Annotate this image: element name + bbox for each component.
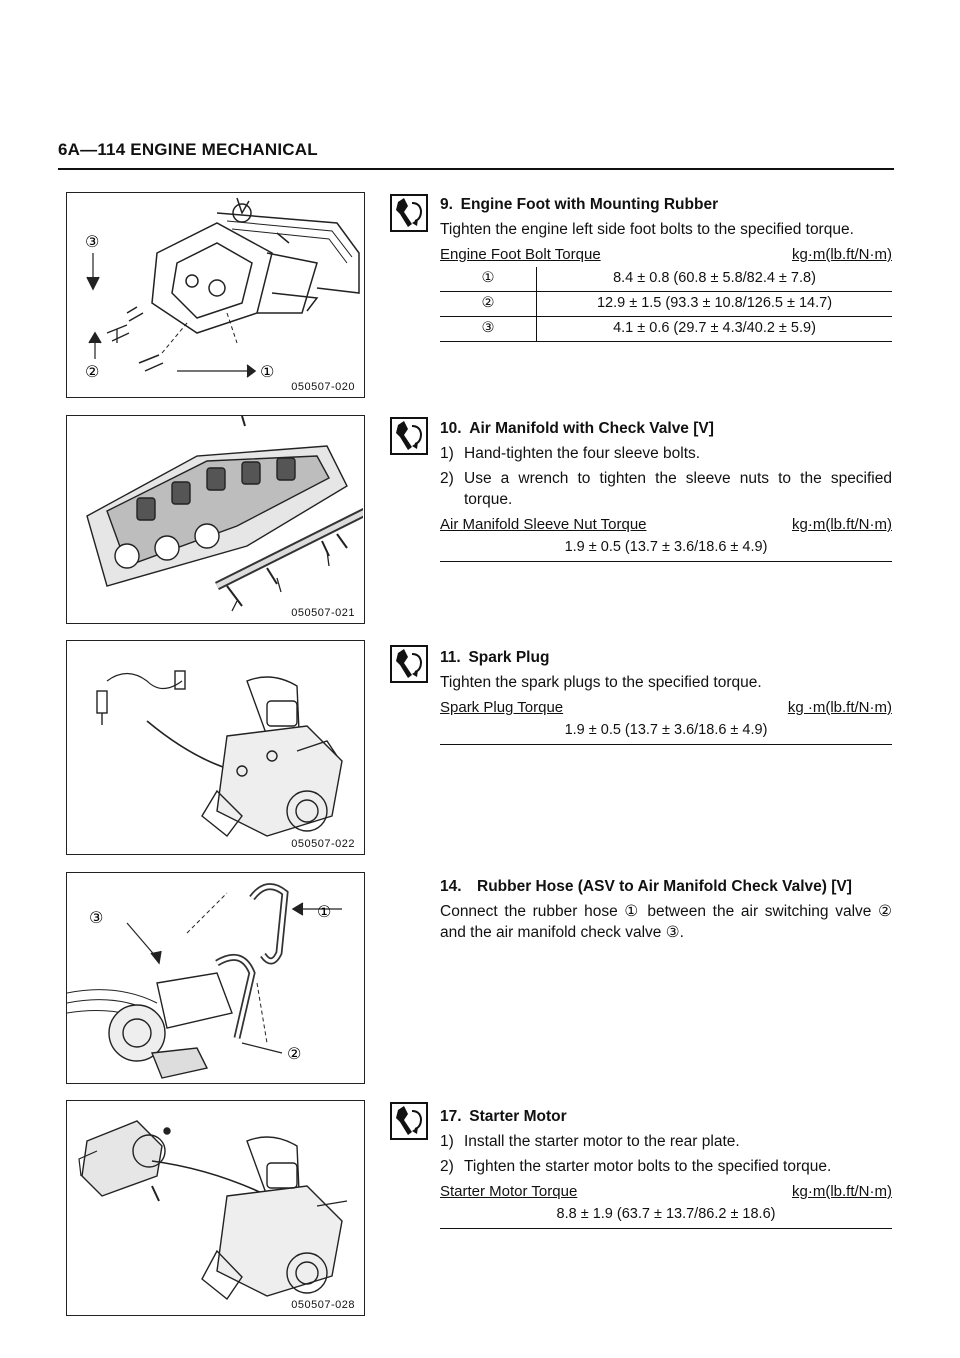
tighten-torque-icon bbox=[390, 1102, 428, 1140]
engine-foot-illustration bbox=[67, 193, 363, 396]
spec-header bbox=[440, 1181, 892, 1202]
section-starter-motor bbox=[440, 1106, 892, 1229]
figure-spark-plug bbox=[66, 640, 365, 855]
spec-unit: kg·m(lb.ft/N·m) bbox=[792, 1183, 892, 1200]
step-number: 1) bbox=[440, 445, 454, 462]
spark-plug-illustration bbox=[67, 641, 363, 853]
step-text: Install the starter motor to the rear plate. bbox=[464, 1133, 740, 1150]
row-key: ③ bbox=[440, 317, 537, 342]
step-text: Use a wrench to tighten the sleeve nuts to the specified torque. bbox=[464, 470, 892, 508]
section-body: Tighten the spark plugs to the specified torque. bbox=[440, 674, 762, 691]
section-title: Rubber Hose (ASV to Air Manifold Check Valve) [V] bbox=[477, 878, 852, 895]
section-title-row bbox=[440, 876, 892, 897]
spec-label: Starter Motor Torque bbox=[440, 1183, 578, 1200]
row-value: 8.4 ± 0.8 (60.8 ± 5.8/82.4 ± 7.8) bbox=[537, 267, 893, 292]
step-number: 2) bbox=[440, 1158, 454, 1175]
callout-2-label: ② bbox=[287, 1044, 302, 1063]
figure-code: 050507-020 bbox=[291, 381, 355, 393]
figure-code: 050507-028 bbox=[291, 1299, 355, 1311]
callout-1-label: ① bbox=[317, 902, 332, 921]
callout-1-label: ① bbox=[260, 362, 275, 381]
page-header: 6A—114 ENGINE MECHANICAL bbox=[58, 140, 318, 159]
spec-unit: kg·m(lb.ft/N·m) bbox=[792, 516, 892, 533]
spec-label: Engine Foot Bolt Torque bbox=[440, 246, 601, 263]
figure-engine-foot bbox=[66, 192, 365, 398]
table-row bbox=[440, 267, 892, 292]
row-key: ① bbox=[440, 267, 537, 292]
figure-code: 050507-022 bbox=[291, 838, 355, 850]
step-text: Hand-tighten the four sleeve bolts. bbox=[464, 445, 701, 462]
section-number: 14. bbox=[440, 878, 462, 895]
header-rule bbox=[58, 168, 894, 170]
section-body: Connect the rubber hose ① between the air switching valve ② and the air manifold check valve ③. bbox=[440, 903, 892, 941]
step-number: 1) bbox=[440, 1133, 454, 1150]
section-title: 10. Air Manifold with Check Valve [V] bbox=[440, 420, 714, 437]
section-engine-foot bbox=[440, 194, 892, 342]
spec-label: Air Manifold Sleeve Nut Torque bbox=[440, 516, 647, 533]
callout-3-label: ③ bbox=[89, 908, 104, 927]
section-rubber-hose bbox=[440, 876, 892, 947]
row-key: ② bbox=[440, 292, 537, 317]
section-air-manifold bbox=[440, 418, 892, 562]
figure-starter-motor bbox=[66, 1100, 365, 1316]
section-title: 11. Spark Plug bbox=[440, 649, 550, 666]
step-number: 2) bbox=[440, 470, 454, 487]
cylinder-head-illustration bbox=[67, 416, 363, 622]
table-row bbox=[440, 292, 892, 317]
rubber-hose-illustration bbox=[67, 873, 363, 1082]
section-title: 17. Starter Motor bbox=[440, 1108, 567, 1125]
section-body: Tighten the engine left side foot bolts to the specified torque. bbox=[440, 221, 854, 238]
figure-code: 050507-021 bbox=[291, 607, 355, 619]
torque-table bbox=[440, 267, 892, 342]
starter-motor-illustration bbox=[67, 1101, 363, 1314]
spec-unit: kg ·m(lb.ft/N·m) bbox=[787, 699, 892, 716]
callout-3-label: ③ bbox=[85, 232, 100, 251]
spec-unit: kg·m(lb.ft/N·m) bbox=[792, 246, 892, 263]
row-value: 4.1 ± 0.6 (29.7 ± 4.3/40.2 ± 5.9) bbox=[537, 317, 893, 342]
figure-air-manifold bbox=[66, 415, 365, 624]
torque-value: 8.8 ± 1.9 (63.7 ± 13.7/86.2 ± 18.6) bbox=[440, 1202, 892, 1229]
row-value: 12.9 ± 1.5 (93.3 ± 10.8/126.5 ± 14.7) bbox=[537, 292, 893, 317]
step-item bbox=[440, 1131, 892, 1152]
tighten-torque-icon bbox=[390, 645, 428, 683]
spec-label: Spark Plug Torque bbox=[440, 699, 564, 716]
table-row bbox=[440, 317, 892, 342]
spec-header bbox=[440, 697, 892, 718]
torque-value: 1.9 ± 0.5 (13.7 ± 3.6/18.6 ± 4.9) bbox=[440, 718, 892, 745]
step-item bbox=[440, 1156, 892, 1177]
section-title: 9. Engine Foot with Mounting Rubber bbox=[440, 196, 719, 213]
section-spark-plug bbox=[440, 647, 892, 745]
step-item bbox=[440, 443, 892, 464]
tighten-torque-icon bbox=[390, 194, 428, 232]
torque-value: 1.9 ± 0.5 (13.7 ± 3.6/18.6 ± 4.9) bbox=[440, 535, 892, 562]
spec-header bbox=[440, 514, 892, 535]
callout-2-label: ② bbox=[85, 362, 100, 381]
step-item bbox=[440, 468, 892, 510]
tighten-torque-icon bbox=[390, 417, 428, 455]
step-text: Tighten the starter motor bolts to the specified torque. bbox=[464, 1158, 832, 1175]
figure-rubber-hose bbox=[66, 872, 365, 1084]
spec-header bbox=[440, 244, 892, 265]
